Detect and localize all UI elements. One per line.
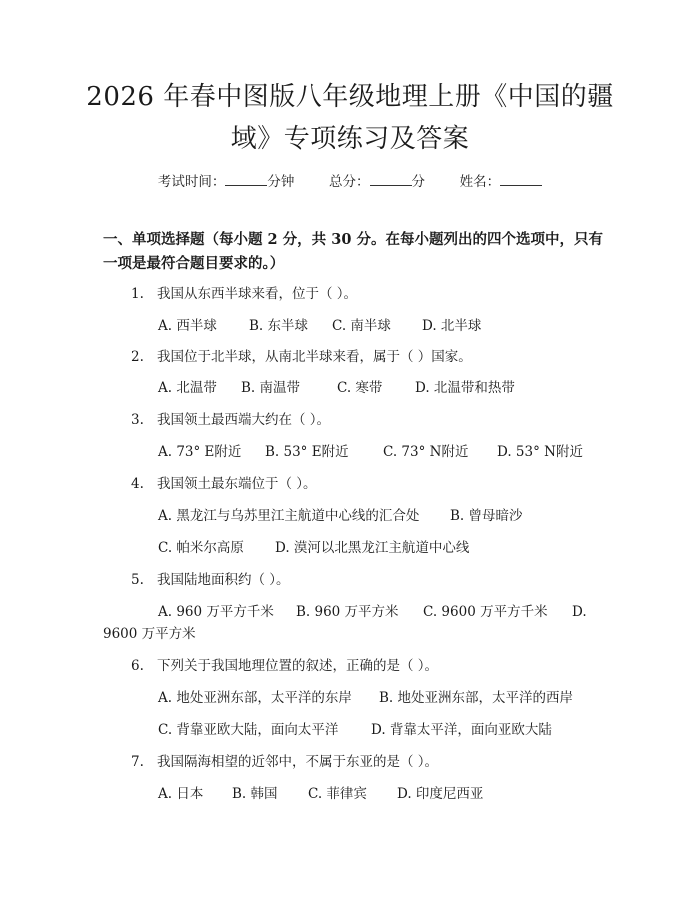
- question-number: 3.: [131, 412, 144, 428]
- name-label: 姓名：: [459, 174, 501, 190]
- option-c[interactable]: C. 菲律宾: [308, 786, 367, 802]
- section-heading: 一、单项选择题（每小题 2 分，共 30 分。在每小题列出的四个选项中，只有一项是最符合题目要求的。）: [103, 231, 603, 272]
- option-c[interactable]: C. 帕米尔高原: [158, 540, 244, 556]
- question-number: 4.: [131, 476, 144, 492]
- option-b[interactable]: B. 南温带: [241, 380, 301, 396]
- option-d[interactable]: D. 漠河以北黑龙江主航道中心线: [275, 540, 470, 556]
- question-3: [131, 408, 330, 428]
- option-d[interactable]: D. 印度尼西亚: [397, 786, 484, 802]
- question-2: [131, 345, 472, 365]
- time-label: 考试时间：: [157, 174, 226, 190]
- option-a[interactable]: A. 73° E附近: [158, 444, 242, 460]
- question-7: [131, 750, 438, 770]
- option-a[interactable]: A. 西半球: [158, 318, 217, 334]
- name-blank[interactable]: [500, 173, 542, 186]
- option-c[interactable]: C. 9600 万平方千米: [423, 604, 548, 620]
- option-d[interactable]: D. 北半球: [422, 318, 482, 334]
- question-stem: 我国从东西半球来看，位于（ ）。: [157, 286, 358, 302]
- option-d[interactable]: D. 背靠太平洋，面向亚欧大陆: [371, 722, 552, 738]
- question-6: [131, 654, 438, 674]
- time-unit: 分钟: [267, 174, 295, 190]
- question-5: [131, 568, 290, 588]
- option-b[interactable]: B. 韩国: [232, 786, 278, 802]
- question-4-options-row-1: [158, 504, 523, 524]
- question-number: 6.: [131, 658, 144, 674]
- question-4: [131, 472, 317, 492]
- time-blank[interactable]: [225, 173, 267, 186]
- option-d[interactable]: D.: [572, 604, 587, 620]
- question-stem: 下列关于我国地理位置的叙述，正确的是（ ）。: [157, 658, 439, 674]
- option-a[interactable]: A. 黑龙江与乌苏里江主航道中心线的汇合处: [158, 508, 420, 524]
- question-2-options: [158, 376, 515, 396]
- question-1: [131, 282, 357, 302]
- option-b[interactable]: B. 960 万平方米: [296, 604, 399, 620]
- score-label: 总分：: [329, 174, 370, 190]
- exam-meta: [0, 170, 700, 190]
- option-b[interactable]: B. 东半球: [249, 318, 309, 334]
- document-title-line-1: 2026 年春中图版八年级地理上册《中国的疆: [86, 82, 614, 112]
- question-6-options-row-2: [158, 718, 552, 738]
- option-b[interactable]: B. 53° E附近: [265, 444, 349, 460]
- question-7-options: [158, 782, 483, 802]
- question-number: 7.: [131, 754, 144, 770]
- question-number: 2.: [131, 349, 144, 365]
- option-a[interactable]: A. 北温带: [158, 380, 217, 396]
- question-5-option-d-wrap[interactable]: 9600 万平方米: [103, 626, 196, 642]
- option-d[interactable]: D. 53° N附近: [497, 444, 583, 460]
- option-d[interactable]: D. 北温带和热带: [415, 380, 515, 396]
- question-stem: 我国隔海相望的近邻中，不属于东亚的是（ ）。: [157, 754, 439, 770]
- question-4-options-row-2: [158, 536, 469, 556]
- option-c[interactable]: C. 背靠亚欧大陆，面向太平洋: [158, 722, 339, 738]
- option-b[interactable]: B. 曾母暗沙: [450, 508, 523, 524]
- question-number: 1.: [131, 286, 144, 302]
- option-a[interactable]: A. 960 万平方千米: [158, 604, 274, 620]
- option-c[interactable]: C. 73° N附近: [383, 444, 469, 460]
- question-stem: 我国领土最东端位于（ ）。: [157, 476, 317, 492]
- document-title-line-2: 域》专项练习及答案: [230, 124, 470, 154]
- question-stem: 我国陆地面积约（ ）。: [157, 572, 290, 588]
- option-b[interactable]: B. 地处亚洲东部，太平洋的西岸: [379, 690, 574, 706]
- question-5-options: [158, 600, 587, 620]
- score-blank[interactable]: [370, 173, 412, 186]
- question-1-options: [158, 314, 481, 334]
- option-c[interactable]: C. 南半球: [332, 318, 391, 334]
- question-stem: 我国位于北半球，从南北半球来看，属于（ ）国家。: [157, 349, 472, 365]
- question-6-options-row-1: [158, 686, 573, 706]
- question-number: 5.: [131, 572, 144, 588]
- score-unit: 分: [411, 174, 425, 190]
- option-a[interactable]: A. 日本: [158, 786, 204, 802]
- option-c[interactable]: C. 寒带: [337, 380, 383, 396]
- option-a[interactable]: A. 地处亚洲东部，太平洋的东岸: [158, 690, 352, 706]
- question-stem: 我国领土最西端大约在（ ）。: [157, 412, 331, 428]
- question-3-options: [158, 440, 583, 460]
